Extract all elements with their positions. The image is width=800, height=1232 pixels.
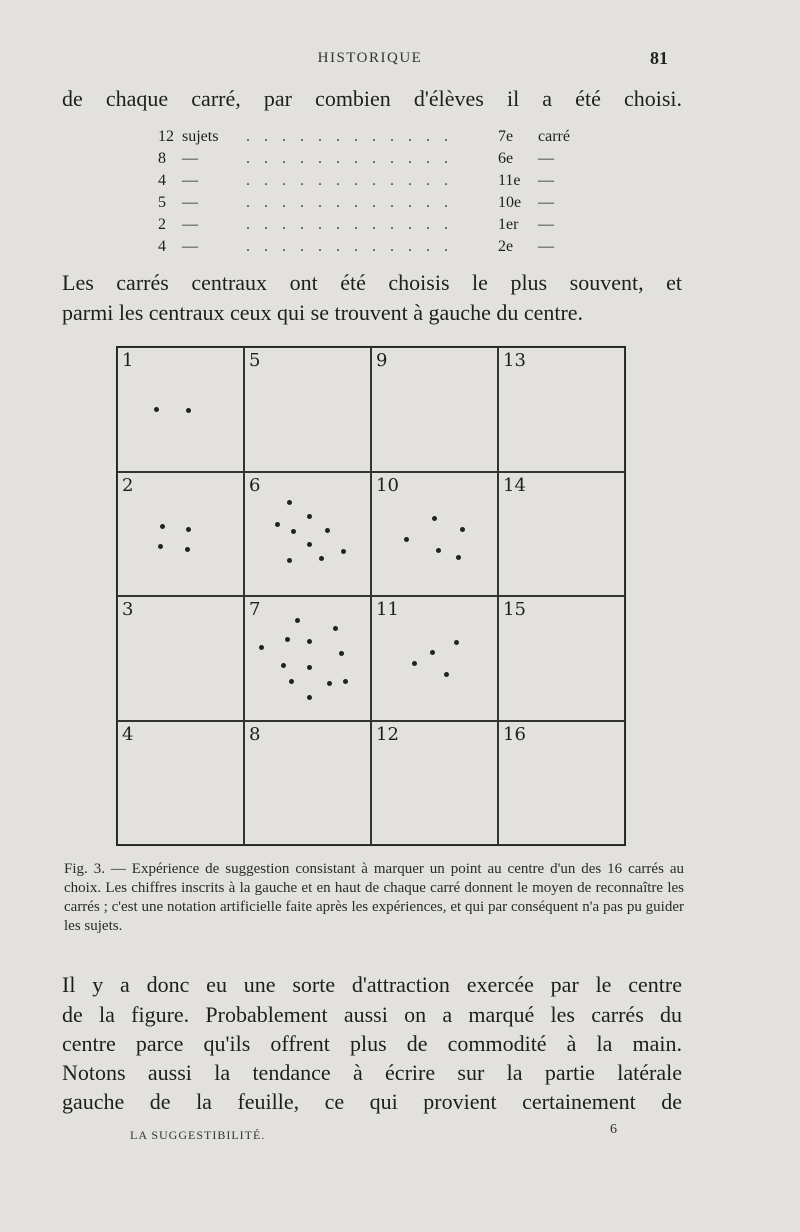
mark-dot (341, 549, 346, 554)
mark-dot (412, 661, 417, 666)
row-unit: — (538, 172, 554, 189)
mark-dot (295, 618, 300, 623)
cell-number: 10 (376, 474, 399, 496)
mark-dot (460, 527, 465, 532)
cell-number: 1 (122, 350, 134, 371)
grid-cell (244, 347, 371, 472)
cell-number: 7 (249, 599, 261, 620)
footer-sheet-number: 6 (610, 1122, 617, 1137)
table-row (158, 172, 588, 194)
mark-dot (185, 547, 190, 552)
cell-number: 9 (376, 350, 388, 371)
grid-cell (498, 721, 625, 846)
row-choice: 10e (498, 194, 522, 211)
row-choice: 1er (498, 216, 519, 233)
grid-cell (117, 347, 244, 472)
cell-number: 14 (503, 474, 526, 496)
mark-dot (291, 529, 296, 534)
row-unit: — (538, 150, 554, 167)
row-choice: 7e (498, 128, 514, 145)
mark-dot (319, 556, 324, 561)
mark-dot (158, 544, 163, 549)
mark-dot (307, 542, 312, 547)
mark-dot (307, 695, 312, 700)
mark-dot (160, 524, 165, 529)
mark-dot (404, 537, 409, 542)
mark-dot (307, 514, 312, 519)
row-label: — (182, 216, 198, 233)
row-label: sujets (182, 128, 219, 145)
mark-dot (325, 528, 330, 533)
cell-number: 2 (122, 474, 134, 496)
table-row (158, 216, 588, 238)
cell-number: 15 (503, 599, 526, 620)
grid-cell (498, 472, 625, 597)
mark-dot (186, 527, 191, 532)
row-unit: — (538, 216, 554, 233)
cell-number: 16 (503, 723, 526, 745)
leader-dots: . . . . . . . . . . . . (246, 172, 453, 189)
mark-dot (259, 645, 264, 650)
mark-dot (430, 650, 435, 655)
grid-cell (244, 596, 371, 721)
mark-dot (343, 679, 348, 684)
row-count: 2 (158, 216, 166, 233)
row-count: 8 (158, 150, 166, 167)
paragraph-line: gauche de la feuille, ce qui provient certainement de (62, 1089, 682, 1114)
grid-cell (371, 347, 498, 472)
cell-number: 8 (249, 723, 261, 745)
mark-dot (454, 640, 459, 645)
grid-cell (498, 347, 625, 472)
grid-cell (371, 596, 498, 721)
paragraph-line: de la figure. Probablement aussi on a marqué les carrés du (62, 1002, 682, 1027)
paragraph-line: Il y a donc eu une sorte d'attraction exercée par le centre (62, 972, 682, 997)
row-label: — (182, 172, 198, 189)
mark-dot (281, 663, 286, 668)
caption-text: Fig. 3. — Expérience de suggestion consistant à marquer un point au centre d'un des 16 carrés au choix. Les chiffres inscrits à la gauche et en haut de chaque carré donnent le moyen de reconnaître les carrés ; c'est une notation artificielle faite après les expériences, et qui par conséquent n'a pas pu guider les sujets. (64, 861, 684, 934)
mark-dot (287, 500, 292, 505)
mark-dot (275, 522, 280, 527)
grid-cell (371, 472, 498, 597)
running-header-title: HISTORIQUE (317, 50, 423, 66)
footer-signature: LA SUGGESTIBILITÉ. (130, 1128, 266, 1142)
row-unit: — (538, 194, 554, 211)
table-row (158, 150, 588, 172)
table-row (158, 194, 588, 216)
cell-number: 3 (122, 599, 134, 620)
figure-grid (116, 346, 626, 846)
row-choice: 6e (498, 150, 514, 167)
grid-cell (244, 472, 371, 597)
row-label: — (182, 194, 198, 211)
cell-number: 5 (249, 350, 261, 371)
mark-dot (333, 626, 338, 631)
grid-cell (117, 472, 244, 597)
cell-number: 4 (122, 723, 134, 745)
paragraph-line: parmi les centraux ceux qui se trouvent à gauche du centre. (62, 300, 584, 325)
leader-dots: . . . . . . . . . . . . (246, 238, 453, 255)
paragraph-line: centre parce qu'ils offrent plus de commodité à la main. (62, 1031, 682, 1056)
cell-number: 13 (503, 350, 526, 371)
leader-dots: . . . . . . . . . . . . (246, 150, 453, 167)
grid-cell (498, 596, 625, 721)
row-choice: 2e (498, 238, 514, 255)
paragraph-line: Notons aussi la tendance à écrire sur la partie latérale (62, 1060, 682, 1085)
mark-dot (339, 651, 344, 656)
mark-dot (307, 639, 312, 644)
row-label: — (182, 238, 198, 255)
mark-dot (436, 548, 441, 553)
mark-dot (289, 679, 294, 684)
mark-dot (287, 558, 292, 563)
table-row (158, 128, 588, 150)
row-label: — (182, 150, 198, 167)
page-number: 81 (650, 48, 668, 68)
mark-dot (432, 516, 437, 521)
row-count: 12 (158, 128, 174, 145)
mark-dot (327, 681, 332, 686)
row-count: 4 (158, 238, 166, 255)
leader-dots: . . . . . . . . . . . . (246, 128, 453, 145)
grid-cell (117, 596, 244, 721)
row-unit: carré (538, 128, 570, 145)
row-unit: — (538, 238, 554, 255)
grid-cell (244, 721, 371, 846)
mark-dot (444, 672, 449, 677)
row-count: 4 (158, 172, 166, 189)
mark-dot (154, 407, 159, 412)
mark-dot (186, 408, 191, 413)
grid-cell (371, 721, 498, 846)
cell-number: 6 (249, 474, 261, 496)
mark-dot (456, 555, 461, 560)
grid-cell (117, 721, 244, 846)
leader-dots: . . . . . . . . . . . . (246, 194, 453, 211)
cell-number: 12 (376, 723, 399, 745)
cell-number: 11 (376, 599, 399, 620)
mark-dot (285, 637, 290, 642)
table-row (158, 238, 588, 260)
row-count: 5 (158, 194, 166, 211)
mark-dot (307, 665, 312, 670)
row-choice: 11e (498, 172, 521, 189)
leader-dots: . . . . . . . . . . . . (246, 216, 453, 233)
intro-line: de chaque carré, par combien d'élèves il a été choisi. (62, 86, 682, 111)
figure-caption (64, 860, 684, 936)
paragraph-line: Les carrés centraux ont été choisis le plus souvent, et (62, 270, 682, 295)
